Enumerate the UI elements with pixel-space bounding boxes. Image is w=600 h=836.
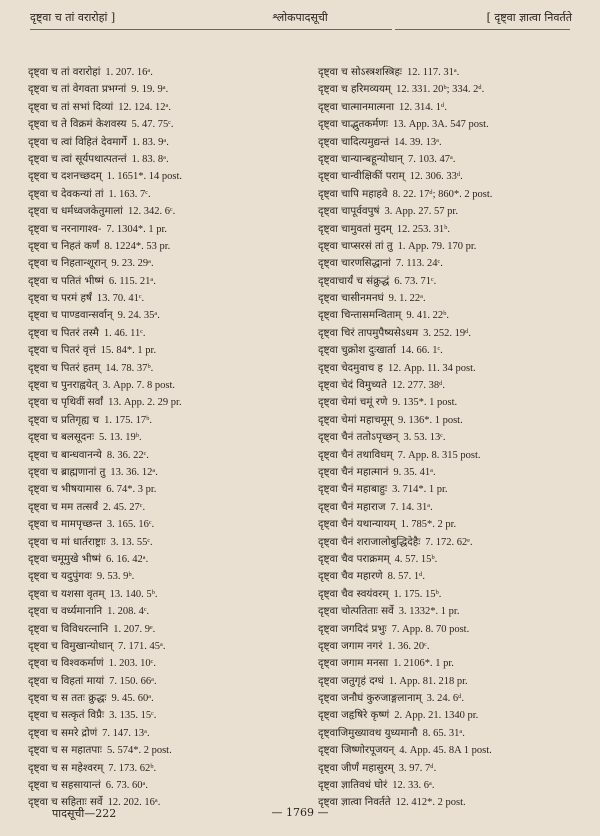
index-entry	[318, 499, 598, 516]
entry-verse-quarter: दृष्ट्वा च पृथिवीं सर्वां	[28, 396, 104, 409]
index-entry	[318, 394, 598, 411]
index-entry	[318, 412, 598, 429]
entry-verse-quarter: दृष्ट्वाजिमुख्यावथ युध्यमानौ	[318, 726, 418, 739]
entry-reference: 1. 1651*. 14 post.	[106, 171, 183, 183]
entry-reference: 12. 33. 6ᵃ.	[392, 780, 435, 792]
entry-verse-quarter: दृष्ट्वा च सहिताः सर्वे	[28, 796, 103, 809]
entry-reference: 9. 24. 35ᵃ.	[117, 310, 160, 322]
entry-reference: 9. 41. 22ᵇ.	[406, 310, 449, 322]
entry-verse-quarter: दृष्ट्वा च ब्राह्मणानां तु	[28, 465, 106, 478]
entry-verse-quarter: दृष्ट्वा चाद्भुतकर्मणः	[318, 118, 388, 131]
index-entry	[28, 290, 308, 307]
index-entry	[28, 742, 308, 759]
entry-verse-quarter: दृष्ट्वा चैनं ततोऽपृच्छन्	[318, 431, 399, 444]
entry-verse-quarter: दृष्ट्वा च तां सभां दिव्यां	[28, 100, 114, 113]
index-entry	[318, 707, 598, 724]
index-entry	[28, 690, 308, 707]
index-entry	[318, 655, 598, 672]
running-head-left: दृष्ट्वा च तां वरारोहां ]	[30, 11, 116, 24]
index-entry	[318, 64, 598, 81]
entry-reference: 12. 202. 16ᵃ.	[107, 797, 161, 809]
index-entry	[318, 290, 598, 307]
entry-reference: 7. 14. 31ᵃ.	[390, 501, 433, 513]
entry-reference: 9. 23. 29ᵃ.	[111, 258, 154, 270]
entry-verse-quarter: दृष्ट्वा च हरिमव्ययम्	[318, 83, 392, 96]
entry-verse-quarter: दृष्ट्वा च पतितं भीष्मं	[28, 274, 104, 287]
entry-reference: 9. 19. 9ᵃ.	[131, 84, 169, 96]
entry-reference: 7. 173. 62ᵇ.	[108, 762, 157, 774]
entry-reference: 7. 150. 66ᵃ.	[109, 675, 157, 687]
index-entry	[318, 325, 598, 342]
footer-section-label: पादसूची—222	[52, 807, 117, 820]
entry-reference: 7. 147. 13ᵃ.	[102, 727, 150, 739]
entry-verse-quarter: दृष्ट्वा चेमां महाचमूम्	[318, 413, 393, 426]
entry-reference: 13. App. 2. 29 pr.	[108, 397, 182, 409]
entry-reference: 1. 46. 11ᶜ.	[103, 327, 146, 339]
entry-verse-quarter: दृष्ट्वा चेदमुवाच ह	[318, 361, 383, 374]
index-entry	[28, 116, 308, 133]
entry-reference: 1. 175. 17ᵇ.	[104, 414, 152, 426]
entry-reference: 5. 13. 19ᵇ.	[99, 432, 142, 444]
entry-reference: 2. App. 21. 1340 pr.	[394, 710, 479, 722]
index-entry	[318, 255, 598, 272]
index-entry	[28, 447, 308, 464]
index-entry	[318, 203, 598, 220]
entry-verse-quarter: दृष्ट्वा जिष्णोरपूजयन्	[318, 744, 395, 757]
entry-verse-quarter: दृष्ट्वा च पितरं वृत्तं	[28, 344, 96, 357]
entry-reference: 12. 117. 31ᵃ.	[407, 67, 460, 78]
index-entry	[318, 568, 598, 585]
entry-verse-quarter: दृष्ट्वा चासीनमनघं	[318, 292, 384, 305]
entry-reference: 4. 57. 15ᵇ.	[394, 553, 438, 565]
index-entry	[318, 621, 598, 638]
entry-verse-quarter: दृष्ट्वा चैव महारणे	[318, 570, 383, 583]
index-entry	[28, 360, 308, 377]
entry-reference: 6. 74*. 3 pr.	[106, 484, 157, 496]
entry-verse-quarter: दृष्ट्वा जगाम मनसा	[318, 657, 389, 670]
index-entry	[28, 481, 308, 498]
entry-reference: 3. 165. 16ᶜ.	[106, 519, 155, 531]
entry-reference: 1. 83. 9ᵃ.	[131, 136, 169, 148]
entry-verse-quarter: दृष्ट्वा चिरं तापमुपैष्यसेऽधम	[318, 326, 419, 339]
entry-verse-quarter: दृष्ट्वा च तां वरारोहां	[28, 66, 101, 78]
entry-reference: 7. 113. 24ᶜ.	[395, 258, 443, 270]
entry-verse-quarter: दृष्ट्वा च निहतान्शूरान्	[28, 257, 107, 270]
entry-verse-quarter: दृष्ट्वा च भीषयामास	[28, 483, 102, 496]
entry-reference: 7. App. 8. 315 post.	[397, 449, 481, 461]
index-entry	[28, 377, 308, 394]
index-entry	[28, 760, 308, 777]
entry-reference: 7. 171. 45ᵃ.	[118, 640, 166, 652]
entry-verse-quarter: दृष्ट्वा जगाम नगरं	[318, 639, 383, 652]
entry-verse-quarter: दृष्ट्वा चैव स्वयंवरम्	[318, 587, 389, 600]
entry-reference: 2. 45. 27ᶜ.	[103, 501, 146, 513]
entry-verse-quarter: दृष्ट्वा च विहतां मायां	[28, 674, 105, 687]
entry-reference: 1. App. 81. 218 pr.	[388, 675, 468, 687]
entry-reference: 13. 36. 12ᵃ.	[110, 466, 158, 478]
index-entry	[28, 725, 308, 742]
page-number: — 1769 —	[271, 806, 329, 819]
index-entry	[28, 394, 308, 411]
entry-verse-quarter: दृष्ट्वा चैव पराक्रमम्	[318, 552, 390, 565]
entry-reference: 14. 66. 1ᶜ.	[400, 345, 443, 357]
entry-reference: 9. 135*. 1 post.	[392, 397, 458, 409]
entry-reference: 3. App. 27. 57 pr.	[384, 206, 458, 218]
entry-reference: 12. 306. 33ᵈ.	[409, 171, 463, 183]
index-entry	[28, 307, 308, 324]
index-entry	[318, 690, 598, 707]
entry-verse-quarter: दृष्ट्वा च स ततः क्रुद्धः	[28, 692, 107, 705]
index-entry	[28, 673, 308, 690]
entry-verse-quarter: दृष्ट्वा चाप्सरसं तां तु	[318, 239, 393, 252]
index-entry	[318, 134, 598, 151]
entry-verse-quarter: दृष्ट्वा च मम तत्सर्वं	[28, 500, 99, 513]
entry-reference: 1. 175. 15ᵇ.	[393, 588, 442, 600]
index-entry	[318, 447, 598, 464]
entry-verse-quarter: दृष्ट्वा चान्यान्बहून्योधान्	[318, 152, 403, 165]
index-entry	[28, 603, 308, 620]
index-entry	[318, 760, 598, 777]
entry-reference: 1. App. 79. 170 pr.	[397, 240, 477, 252]
entry-verse-quarter: दृष्ट्वा च विविधरत्नानि	[28, 622, 109, 635]
entry-reference: 1. 208. 4ᶜ.	[107, 606, 150, 618]
entry-verse-quarter: दृष्ट्वा च विमुखान्योधान्	[28, 639, 113, 652]
entry-verse-quarter: दृष्ट्वा च नरनागाश्व-	[28, 222, 102, 235]
index-entry	[28, 99, 308, 116]
index-entry	[28, 429, 308, 446]
index-entry	[28, 151, 308, 168]
entry-reference: 1. 207. 9ᵉ.	[113, 623, 156, 635]
index-entry	[318, 81, 598, 98]
entry-verse-quarter: दृष्ट्वा च देवकन्यां तां	[28, 187, 104, 200]
entry-verse-quarter: दृष्ट्वा चेदं विमुच्यते	[318, 379, 387, 392]
index-entry	[28, 81, 308, 98]
entry-reference: 14. 78. 37ᵇ.	[105, 362, 154, 374]
entry-verse-quarter: दृष्ट्वा च सहसायान्तं	[28, 779, 101, 792]
index-entry	[28, 777, 308, 794]
entry-verse-quarter: दृष्ट्वा च बलसूदनः	[28, 431, 95, 444]
entry-reference: 13. 70. 41ᶜ.	[96, 293, 145, 305]
entry-verse-quarter: दृष्ट्वा जनौघं कुरुजाङ्गलानाम्	[318, 692, 422, 705]
entry-reference: 4. App. 45. 8A 1 post.	[399, 745, 492, 757]
running-head-right: [ दृष्ट्वा ज्ञात्वा निवर्तते	[486, 11, 572, 24]
entry-reference: 3. 135. 15ᶜ.	[109, 710, 157, 722]
entry-reference: 8. 65. 31ᵃ.	[422, 727, 465, 739]
entry-verse-quarter: दृष्ट्वा जीर्णं महासुरम्	[318, 761, 394, 774]
entry-verse-quarter: दृष्ट्वा ज्ञात्वा निवर्तते	[318, 796, 391, 809]
index-entry	[28, 255, 308, 272]
index-column-right	[318, 64, 598, 812]
index-entry	[28, 551, 308, 568]
entry-verse-quarter: दृष्ट्वा च निहतं कर्णं	[28, 239, 100, 252]
entry-verse-quarter: दृष्ट्वा च धर्मध्वजकेतुमालां	[28, 205, 123, 218]
index-entry	[28, 499, 308, 516]
entry-reference: 9. 35. 41ᵃ.	[393, 466, 436, 478]
entry-reference: 8. 22. 17ᵈ; 860*. 2 post.	[392, 188, 493, 200]
index-entry	[28, 516, 308, 533]
index-entry	[28, 534, 308, 551]
index-entry	[318, 151, 598, 168]
entry-reference: 14. 39. 13ᵃ.	[394, 136, 442, 148]
index-entry	[318, 534, 598, 551]
entry-reference: 3. 97. 7ᵈ.	[398, 762, 437, 774]
index-entry	[318, 360, 598, 377]
entry-verse-quarter: दृष्ट्वा चोत्पतिताः सर्वे	[318, 605, 394, 618]
entry-reference: 8. 1224*. 53 pr.	[104, 240, 171, 252]
entry-verse-quarter: दृष्ट्वा च विश्वकर्माणं	[28, 657, 104, 670]
index-entry	[318, 586, 598, 603]
entry-verse-quarter: दृष्ट्वा जगदिदं प्रभुः	[318, 622, 387, 635]
entry-verse-quarter: दृष्ट्वा च पुनराह्वयेत्	[28, 379, 98, 392]
index-entry	[28, 342, 308, 359]
index-entry	[28, 168, 308, 185]
entry-verse-quarter: दृष्ट्वा जहृषिरे कृष्णं	[318, 709, 390, 722]
entry-reference: 3. 714*. 1 pr.	[392, 484, 448, 496]
entry-verse-quarter: दृष्ट्वा चामुवतां मुदम्	[318, 222, 392, 235]
entry-verse-quarter: दृष्ट्वा च तां वेगवता प्रभग्नां	[28, 83, 127, 96]
entry-reference: 7. App. 8. 70 post.	[391, 623, 470, 635]
entry-verse-quarter: दृष्ट्वा चारणसिद्धानां	[318, 257, 391, 270]
entry-verse-quarter: दृष्ट्वा च वर्ध्यमानानि	[28, 605, 103, 618]
index-entry	[28, 325, 308, 342]
entry-reference: 13. App. 3A. 547 post.	[392, 119, 489, 131]
entry-reference: 6. 73. 60ᵃ.	[105, 780, 148, 792]
entry-reference: 12. 342. 6ᶜ.	[127, 206, 176, 218]
index-entry	[318, 342, 598, 359]
entry-verse-quarter: दृष्ट्वा च स महेश्वरम्	[28, 761, 104, 774]
index-entry	[318, 238, 598, 255]
entry-reference: 9. 45. 60ᵃ.	[111, 693, 154, 705]
entry-verse-quarter: दृष्ट्वा च दशनच्छदम्	[28, 170, 102, 183]
entry-reference: 8. 57. 1ᵈ.	[387, 571, 426, 583]
index-entry	[318, 273, 598, 290]
entry-verse-quarter: दृष्ट्वा च मां धार्तराष्ट्राः	[28, 535, 106, 548]
entry-verse-quarter: दृष्ट्वा च सत्कृतं विप्रैः	[28, 709, 105, 722]
entry-reference: 1. 203. 10ᶜ.	[108, 658, 156, 670]
index-entry	[28, 621, 308, 638]
index-entry	[28, 238, 308, 255]
index-entry	[318, 481, 598, 498]
index-entry	[28, 638, 308, 655]
index-entry	[318, 99, 598, 116]
entry-verse-quarter: दृष्ट्वा चैनं महाबाहुः	[318, 483, 388, 496]
index-entry	[28, 273, 308, 290]
entry-verse-quarter: दृष्ट्वा चान्वीक्षिकीं पराम्	[318, 170, 405, 183]
index-entry	[318, 186, 598, 203]
entry-reference: 8. 36. 22ᶜ.	[106, 449, 149, 461]
entry-verse-quarter: दृष्ट्वा च सोऽस्त्रशस्त्रिहः	[318, 66, 402, 78]
index-entry	[318, 116, 598, 133]
entry-reference: 9. 1. 22ᵃ.	[388, 293, 426, 305]
entry-reference: 3. 252. 19ᵈ.	[423, 327, 472, 339]
entry-reference: 3. 53. 13ᶜ.	[403, 432, 446, 444]
entry-verse-quarter: दृष्ट्वा च ते विक्रमं केशवस्य	[28, 118, 127, 131]
entry-verse-quarter: दृष्ट्वा च स महातपाः	[28, 744, 102, 757]
index-entry	[28, 655, 308, 672]
index-entry	[28, 64, 308, 81]
entry-reference: 12. 412*. 2 post.	[395, 797, 466, 809]
entry-verse-quarter: दृष्ट्वा च पितरं तस्मै	[28, 326, 99, 339]
entry-reference: 7. 103. 47ᵃ.	[408, 153, 456, 165]
entry-verse-quarter: दृष्ट्वा चुक्रोश दुःखार्ता	[318, 344, 396, 357]
entry-verse-quarter: दृष्ट्वा चादित्यमुद्यन्तं	[318, 135, 390, 148]
entry-reference: 5. 47. 75ᶜ.	[131, 119, 174, 131]
index-entry	[28, 186, 308, 203]
index-entry	[28, 134, 308, 151]
index-entry	[318, 551, 598, 568]
entry-reference: 7. 1304*. 1 pr.	[106, 223, 167, 235]
entry-verse-quarter: दृष्ट्वा चैनं यथान्यायम्	[318, 518, 396, 531]
entry-reference: 9. 53. 9ᵇ.	[96, 571, 135, 583]
index-entry	[318, 307, 598, 324]
entry-reference: 6. 115. 21ᵃ.	[108, 275, 156, 287]
entry-verse-quarter: दृष्ट्वा ज्ञातिवधं घोरं	[318, 779, 388, 792]
entry-verse-quarter: दृष्ट्वा चापि महाहवे	[318, 187, 388, 200]
entry-verse-quarter: दृष्ट्वा चिन्तासमन्विताम्	[318, 309, 402, 322]
entry-reference: 3. 13. 55ᶜ.	[110, 536, 153, 548]
entry-reference: 13. 140. 5ᵇ.	[109, 588, 158, 600]
index-entry	[28, 203, 308, 220]
entry-reference: 7. 172. 62ᵉ.	[425, 536, 473, 548]
index-entry	[318, 742, 598, 759]
entry-reference: 6. 16. 42ᵃ.	[106, 553, 149, 565]
entry-reference: 6. 73. 71ᶜ.	[394, 275, 437, 287]
entry-verse-quarter: दृष्ट्वा च यदुपुंगवः	[28, 570, 92, 583]
index-entry	[318, 221, 598, 238]
entry-reference: 1. 207. 16ᵃ.	[105, 67, 153, 78]
index-entry	[318, 725, 598, 742]
page-title: श्लोकपादसूची	[272, 11, 328, 24]
entry-verse-quarter: दृष्ट्वा च समरे द्रोणं	[28, 726, 98, 739]
entry-verse-quarter: दृष्ट्वा च प्रतिगृह्य च	[28, 413, 100, 426]
entry-reference: 5. 574*. 2 post.	[106, 745, 172, 757]
entry-reference: 12. App. 11. 34 post.	[387, 362, 476, 374]
index-entry	[318, 429, 598, 446]
entry-reference: 3. App. 7. 8 post.	[102, 380, 175, 392]
entry-verse-quarter: दृष्ट्वा चात्मानमात्मना	[318, 100, 395, 113]
entry-reference: 12. 331. 20ᵇ; 334. 2ᵈ.	[396, 84, 485, 96]
entry-reference: 12. 253. 31ᵇ.	[396, 223, 450, 235]
index-entry	[318, 673, 598, 690]
entry-reference: 1. 785*. 2 pr.	[400, 519, 457, 531]
index-entry	[318, 168, 598, 185]
index-entry	[28, 586, 308, 603]
entry-verse-quarter: दृष्ट्वा चैनं महात्मानं	[318, 465, 389, 478]
entry-verse-quarter: दृष्ट्वा च परमं हर्षं	[28, 292, 92, 305]
index-entry	[318, 377, 598, 394]
entry-verse-quarter: दृष्ट्वा च यशसा वृतम्	[28, 587, 105, 600]
entry-verse-quarter: दृष्ट्वा चापूर्ववपुषं	[318, 205, 380, 218]
entry-reference: 1. 2106*. 1 pr.	[393, 658, 454, 670]
entry-verse-quarter: दृष्ट्वा च त्वां सूर्यपथात्पतन्तं	[28, 152, 127, 165]
index-entry	[318, 464, 598, 481]
header-rule	[30, 29, 165, 30]
entry-verse-quarter: दृष्ट्वा च पितरं हतम्	[28, 361, 101, 374]
index-entry	[318, 603, 598, 620]
header-rule	[395, 29, 570, 30]
entry-verse-quarter: दृष्ट्वा चैनं शराजालोबुद्धिदेहैः	[318, 535, 421, 548]
entry-reference: 12. 277. 38ᵈ.	[391, 380, 446, 392]
entry-verse-quarter: दृष्ट्वा चैनं महाराज	[318, 500, 386, 513]
entry-verse-quarter: दृष्ट्वाचार्यं च संक्रुद्धं	[318, 274, 390, 287]
entry-reference: 3. 24. 6ᵈ.	[426, 693, 465, 705]
entry-reference: 9. 136*. 1 post.	[397, 414, 463, 426]
entry-reference: 1. 83. 8ᵃ.	[131, 153, 169, 165]
index-entry	[28, 221, 308, 238]
entry-verse-quarter: दृष्ट्वा च बान्धवानन्ये	[28, 448, 102, 461]
index-entry	[318, 516, 598, 533]
entry-reference: 3. 1332*. 1 pr.	[398, 606, 460, 618]
entry-reference: 15. 84*. 1 pr.	[100, 345, 157, 357]
entry-verse-quarter: दृष्ट्वा च पाण्डवान्सर्वान्	[28, 309, 113, 322]
entry-verse-quarter: दृष्ट्वा चेमां चमूं रणे	[318, 396, 388, 409]
index-entry	[28, 568, 308, 585]
entry-reference: 12. 314. 1ᵈ.	[399, 101, 447, 113]
entry-reference: 1. 163. 7ᶜ.	[108, 188, 151, 200]
index-entry	[28, 412, 308, 429]
index-entry	[28, 464, 308, 481]
entry-verse-quarter: दृष्ट्वा जतुगृहं दग्धं	[318, 674, 384, 687]
entry-reference: 1. 36. 20ᶜ.	[387, 640, 430, 652]
index-entry	[318, 638, 598, 655]
entry-verse-quarter: दृष्ट्वा च त्वां विहितं देवमार्गे	[28, 135, 127, 148]
index-column-left	[28, 64, 308, 812]
index-entry	[318, 777, 598, 794]
header-rule	[152, 29, 392, 30]
entry-verse-quarter: दृष्ट्वा च मामपृच्छन्त	[28, 518, 102, 531]
entry-reference: 12. 124. 12ᵃ.	[118, 101, 171, 113]
index-entry	[28, 707, 308, 724]
entry-verse-quarter: दृष्ट्वा चैनं तथाविधम्	[318, 448, 393, 461]
entry-verse-quarter: दृष्ट्वा चमूमुखे भीष्मं	[28, 552, 102, 565]
